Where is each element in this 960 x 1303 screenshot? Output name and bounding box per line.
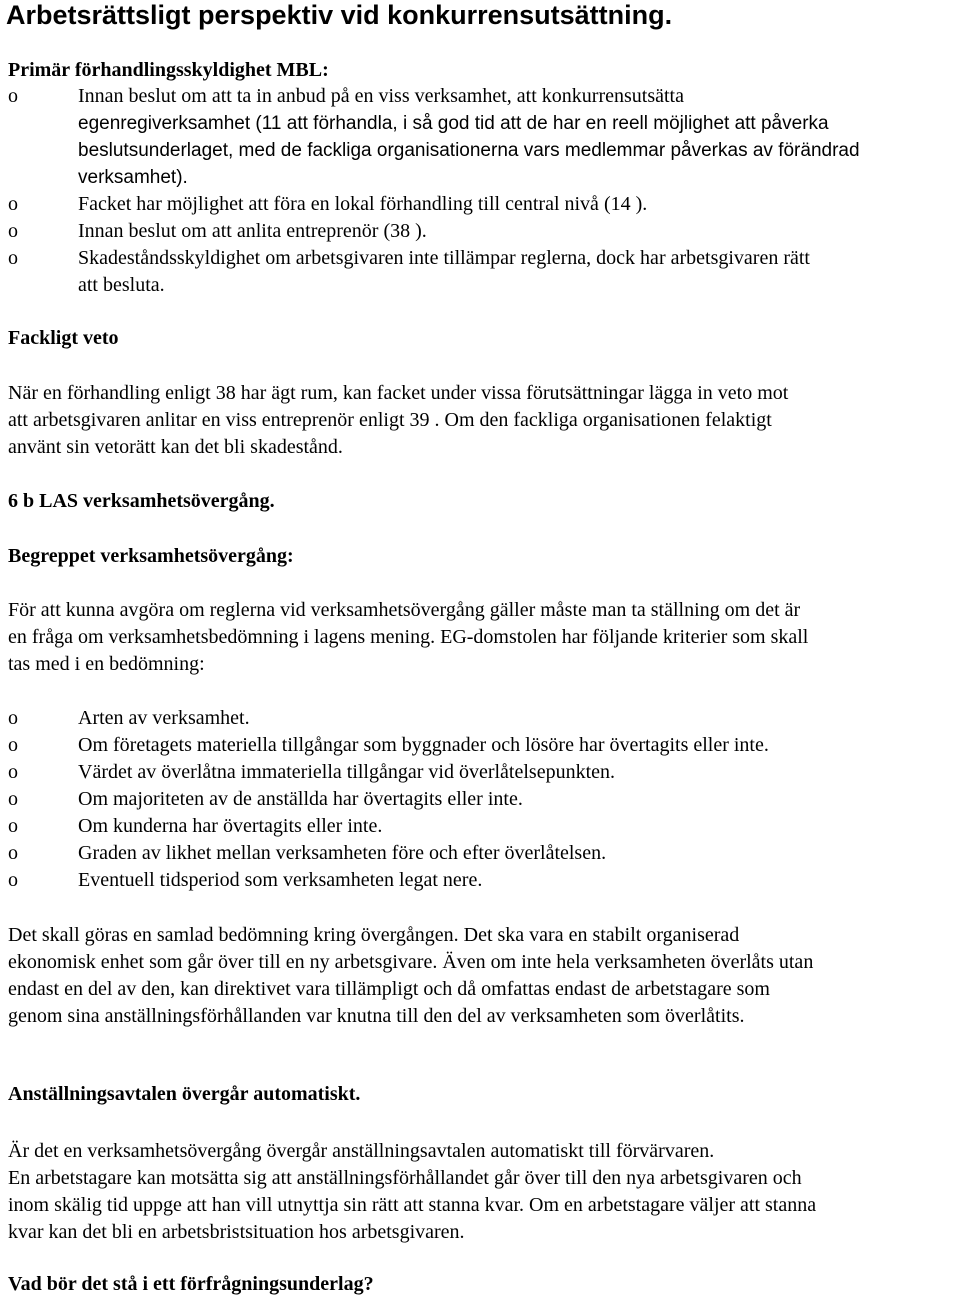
- list-item-line: Innan beslut om att anlita entreprenör (38 ).: [78, 220, 427, 242]
- list-item: [0, 732, 769, 759]
- list-item: [0, 83, 860, 191]
- list-item: [0, 786, 769, 813]
- list-item-line: verksamhet).: [78, 167, 188, 188]
- page-title: Arbetsrättsligt perspektiv vid konkurrensutsättning.: [6, 0, 673, 30]
- list-item-line: Skadeståndsskyldighet om arbetsgivaren inte tillämpar reglerna, dock har arbetsgivaren rätt: [78, 247, 810, 269]
- paragraph-line: Det skall göras en samlad bedömning kring övergången. Det ska vara en stabilt organiserad: [8, 924, 740, 946]
- list-bullet: o: [8, 842, 18, 864]
- section-heading-forfragningsunderlag: Vad bör det stå i ett förfrågningsunderlag?: [8, 1273, 374, 1295]
- paragraph-line: använt sin vetorätt kan det bli skadestånd.: [8, 436, 343, 458]
- paragraph-line: ekonomisk enhet som går över till en ny arbetsgivare. Även om inte hela verksamheten överlåts utan: [8, 951, 814, 973]
- list-item: [0, 191, 860, 218]
- criteria-list: [0, 705, 769, 894]
- paragraph-line: En arbetstagare kan motsätta sig att anställningsförhållandet går över till den nya arbetsgivaren och: [8, 1167, 802, 1189]
- section-heading-las: 6 b LAS verksamhetsövergång.: [8, 490, 275, 512]
- paragraph-line: kvar kan det bli en arbetsbristsituation hos arbetsgivaren.: [8, 1221, 465, 1243]
- list-bullet: o: [8, 869, 18, 891]
- paragraph-line: tas med i en bedömning:: [8, 653, 205, 675]
- paragraph-line: Är det en verksamhetsövergång övergår anställningsavtalen automatiskt till förvärvaren.: [8, 1140, 715, 1162]
- list-item: [0, 245, 860, 299]
- anstallningsavtal-paragraph: [8, 1138, 816, 1246]
- list-item: [0, 705, 769, 732]
- paragraph-line: inom skälig tid uppge att han vill utnyttja sin rätt att stanna kvar. Om en arbetstagare väljer att stanna: [8, 1194, 817, 1216]
- list-item-line: att besluta.: [78, 274, 165, 296]
- list-item: [0, 867, 769, 894]
- list-bullet: o: [8, 220, 18, 242]
- list-item-text: Om kunderna har övertagits eller inte.: [78, 815, 383, 837]
- veto-paragraph: [8, 380, 788, 461]
- list-item-text: Graden av likhet mellan verksamheten före och efter överlåtelsen.: [78, 842, 607, 864]
- begreppet-intro: [8, 597, 808, 678]
- list-bullet: o: [8, 788, 18, 810]
- section-heading-anstallningsavtal: Anställningsavtalen övergår automatiskt.: [8, 1083, 361, 1105]
- list-item-text: Värdet av överlåtna immateriella tillgångar vid överlåtelsepunkten.: [78, 761, 616, 783]
- list-bullet: o: [8, 734, 18, 756]
- list-bullet: o: [8, 193, 18, 215]
- paragraph-line: endast en del av den, kan direktivet vara tillämpligt och då omfattas endast de arbetstagare som: [8, 978, 770, 1000]
- list-bullet: o: [8, 815, 18, 837]
- list-item-line: Innan beslut om att ta in anbud på en viss verksamhet, att konkurrensutsätta: [78, 85, 684, 107]
- paragraph-line: att arbetsgivaren anlitar en viss entreprenör enligt 39 . Om den fackliga organisationen felaktigt: [8, 409, 772, 431]
- list-bullet: o: [8, 761, 18, 783]
- list-item-line: beslutsunderlaget, med de fackliga organisationerna vars medlemmar påverkas av förändrad: [78, 140, 860, 161]
- list-item-text: Eventuell tidsperiod som verksamheten legat nere.: [78, 869, 483, 891]
- list-bullet: o: [8, 707, 18, 729]
- paragraph-line: När en förhandling enligt 38 har ägt rum, kan facket under vissa förutsättningar lägga in veto mot: [8, 382, 789, 404]
- section-heading-veto: Fackligt veto: [8, 327, 119, 349]
- list-item: [0, 840, 769, 867]
- list-item-line: Facket har möjlighet att föra en lokal förhandling till central nivå (14 ).: [78, 193, 648, 215]
- paragraph-line: en fråga om verksamhetsbedömning i lagens mening. EG-domstolen har följande kriterier som skall: [8, 626, 809, 648]
- section-heading-begreppet: Begreppet verksamhetsövergång:: [8, 545, 294, 567]
- list-item: [0, 759, 769, 786]
- list-item: [0, 813, 769, 840]
- mbl-list: [0, 83, 860, 299]
- list-item: [0, 218, 860, 245]
- list-bullet: o: [8, 85, 18, 107]
- begreppet-summary: [8, 922, 813, 1030]
- list-bullet: o: [8, 247, 18, 269]
- paragraph-line: För att kunna avgöra om reglerna vid verksamhetsövergång gäller måste man ta ställning om det är: [8, 599, 801, 621]
- section-heading-mbl: Primär förhandlingsskyldighet MBL:: [8, 59, 329, 81]
- list-item-line: egenregiverksamhet (11 att förhandla, i så god tid att de har en reell möjlighet att påverka: [78, 113, 829, 134]
- list-item-text: Om majoriteten av de anställda har övertagits eller inte.: [78, 788, 523, 810]
- paragraph-line: genom sina anställningsförhållanden var knutna till den del av verksamheten som överlåtits.: [8, 1005, 745, 1027]
- list-item-text: Arten av verksamhet.: [78, 707, 250, 729]
- list-item-text: Om företagets materiella tillgångar som byggnader och lösöre har övertagits eller inte.: [78, 734, 769, 756]
